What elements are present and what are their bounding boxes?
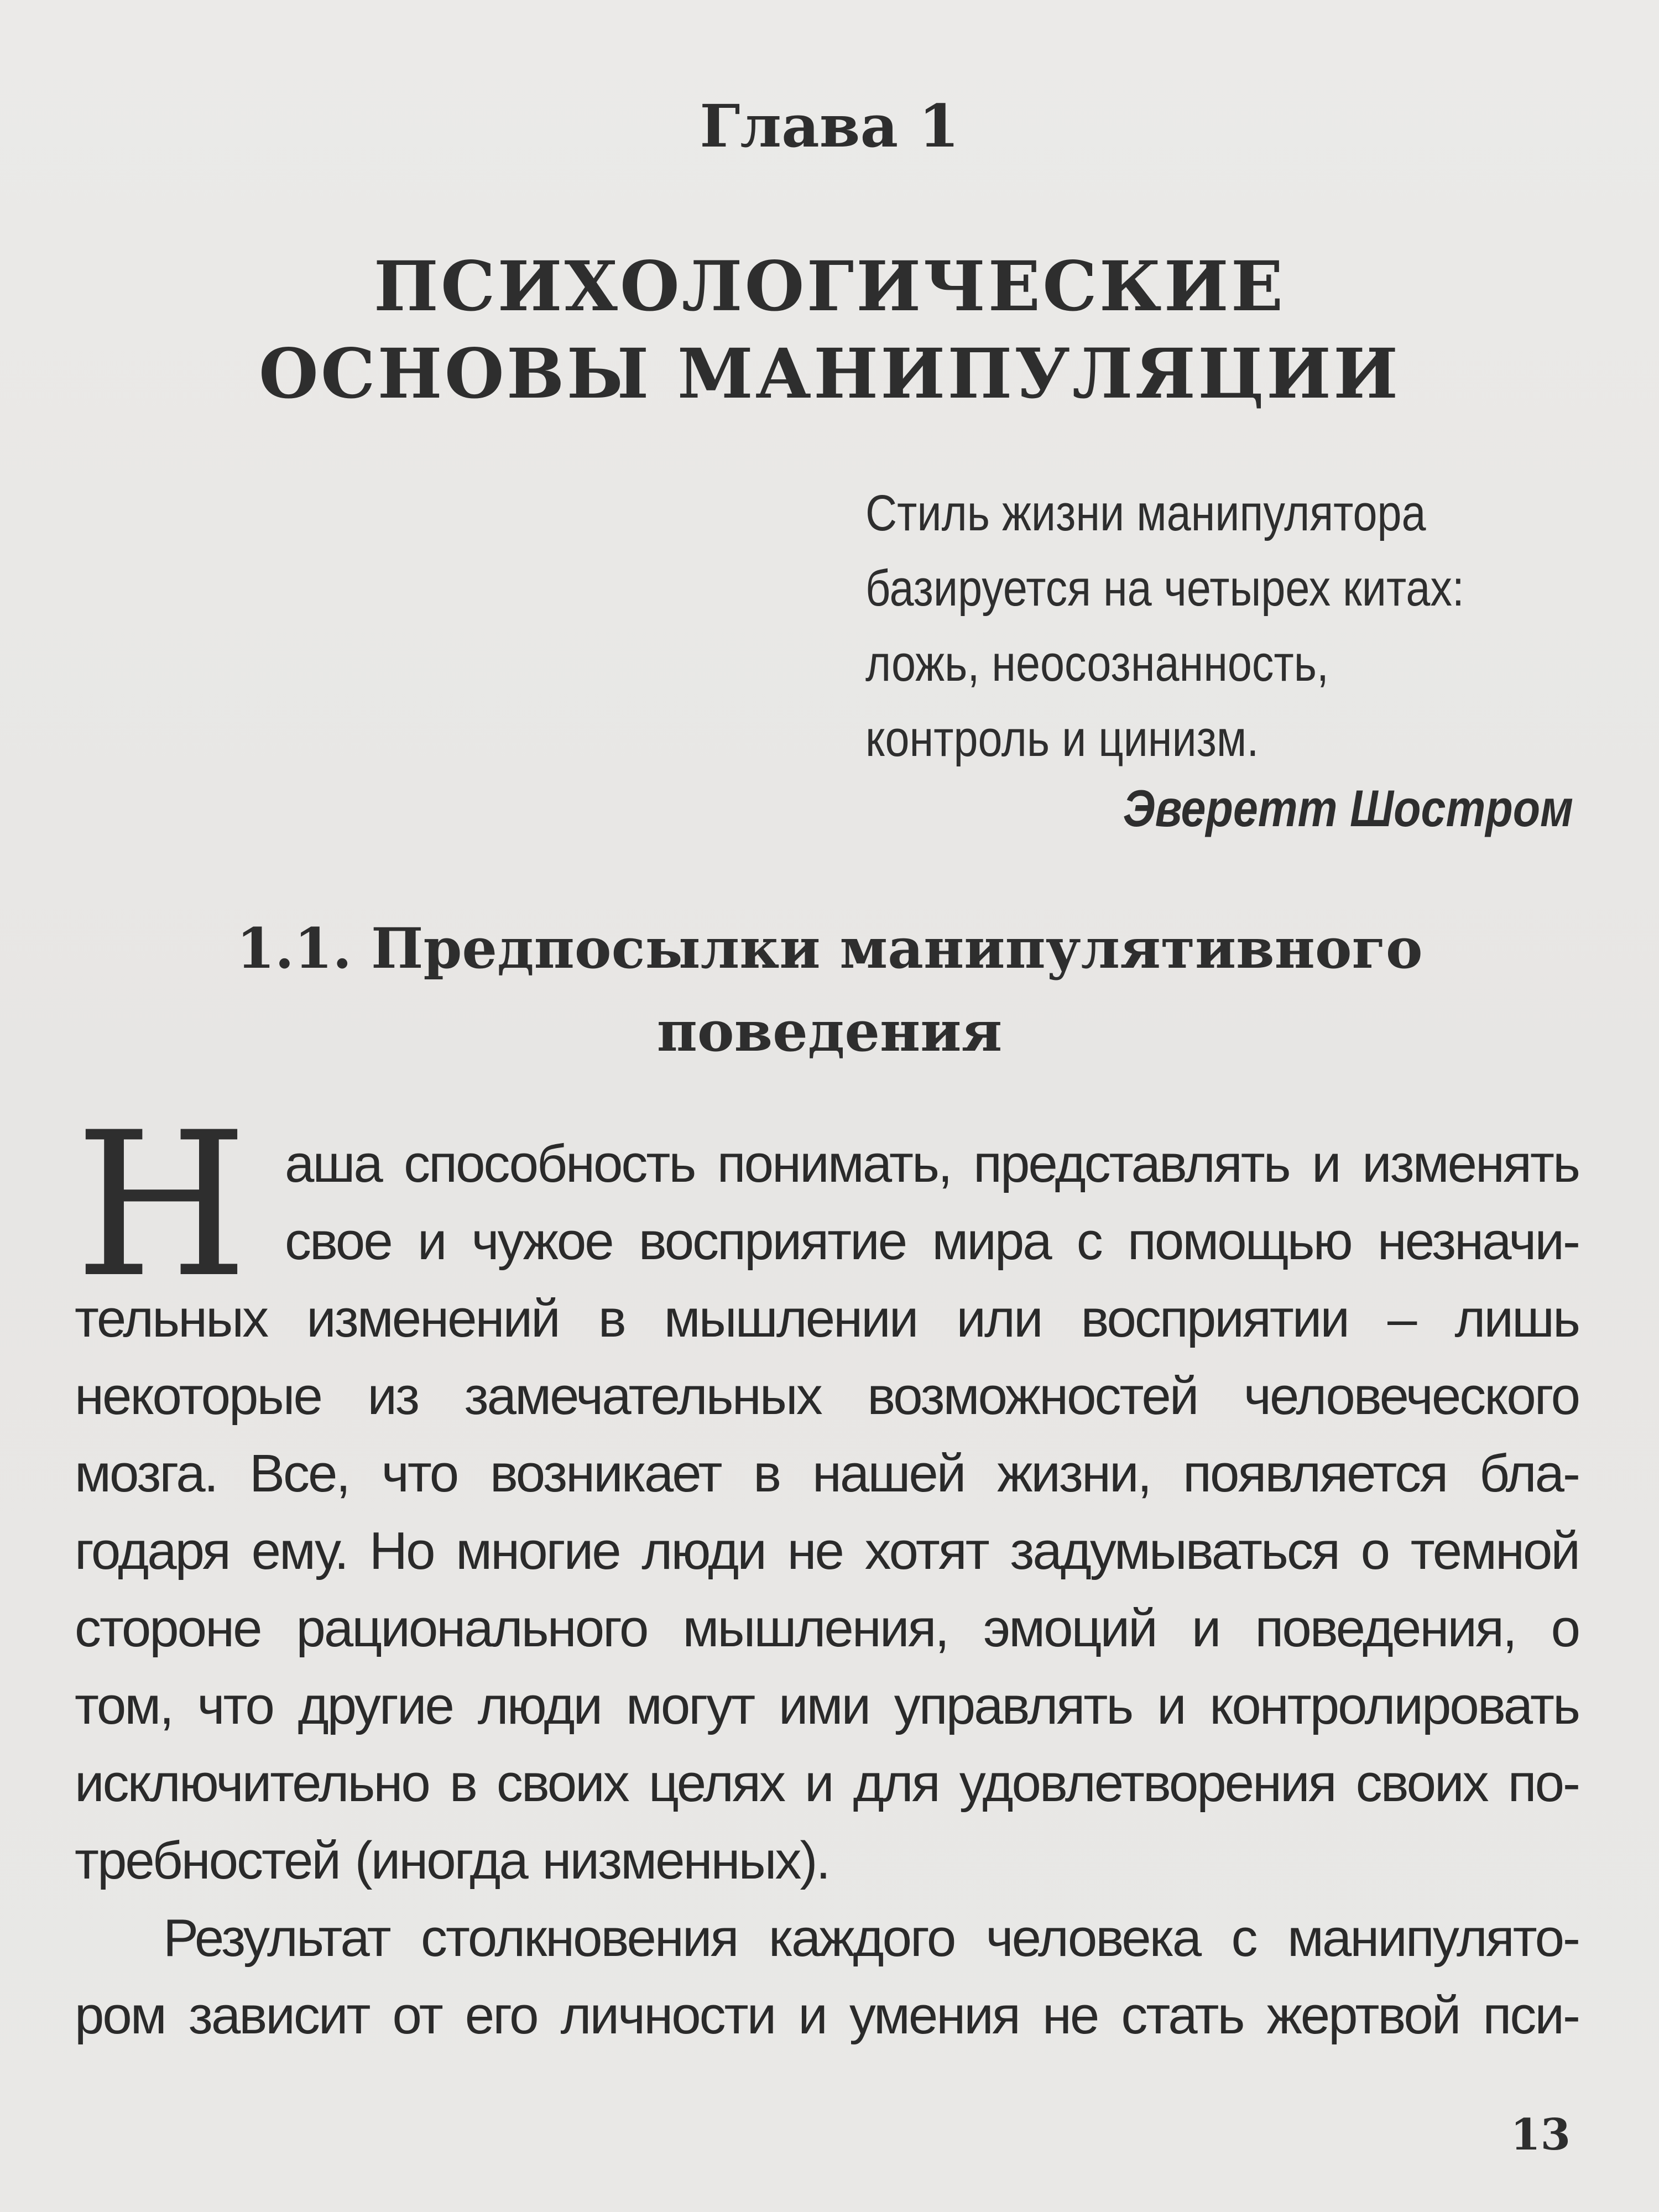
paragraph-line: Результат столкновения каждого человека с манипулято- bbox=[163, 1908, 1579, 1968]
epigraph-line: ложь, неосознанность, bbox=[865, 635, 1329, 692]
drop-cap: Н bbox=[75, 1089, 248, 1321]
paragraph-line: стороне рационального мышления, эмоций и поведения, о bbox=[75, 1599, 1579, 1658]
paragraph-line: мозга. Все, что возникает в нашей жизни, появляется бла- bbox=[75, 1444, 1579, 1503]
epigraph bbox=[865, 476, 1484, 776]
section-title-line: поведения bbox=[656, 999, 1003, 1064]
paragraph-line: тельных изменений в мышлении или восприятии – лишь bbox=[75, 1289, 1579, 1348]
paragraph-line: требностей (иногда низменных). bbox=[75, 1831, 830, 1890]
chapter-label: Глава 1 bbox=[700, 91, 959, 160]
section-title bbox=[0, 907, 1659, 1073]
chapter-title-line: ПСИХОЛОГИЧЕСКИЕ bbox=[373, 247, 1286, 327]
paragraph-line: свое и чужое восприятие мира с помощью незначи- bbox=[285, 1212, 1579, 1271]
epigraph-line: контроль и цинизм. bbox=[865, 711, 1259, 767]
paragraph-line: исключительно в своих целях и для удовлетворения своих по- bbox=[75, 1754, 1579, 1813]
epigraph-author: Эверетт Шостром bbox=[1123, 779, 1573, 837]
epigraph-line: Стиль жизни манипулятора bbox=[865, 485, 1426, 541]
paragraph-line: ром зависит от его личности и умения не стать жертвой пси- bbox=[75, 1986, 1579, 2045]
epigraph-line: базируется на четырех китах: bbox=[865, 560, 1464, 617]
chapter-title-line: ОСНОВЫ МАНИПУЛЯЦИИ bbox=[258, 334, 1401, 414]
paragraph-line: том, что другие люди могут ими управлять и контролировать bbox=[75, 1676, 1579, 1735]
section-title-line: 1.1. Предпосылки манипулятивного bbox=[236, 916, 1423, 981]
paragraph-line: некоторые из замечательных возможностей человеческого bbox=[75, 1366, 1579, 1426]
paragraph-line: годаря ему. Но многие люди не хотят задумываться о темной bbox=[75, 1521, 1579, 1580]
page-number: 13 bbox=[1510, 2110, 1571, 2160]
chapter-title bbox=[0, 243, 1659, 418]
paragraph-line: аша способность понимать, представлять и изменять bbox=[285, 1134, 1579, 1193]
body-text bbox=[75, 1089, 1579, 2054]
